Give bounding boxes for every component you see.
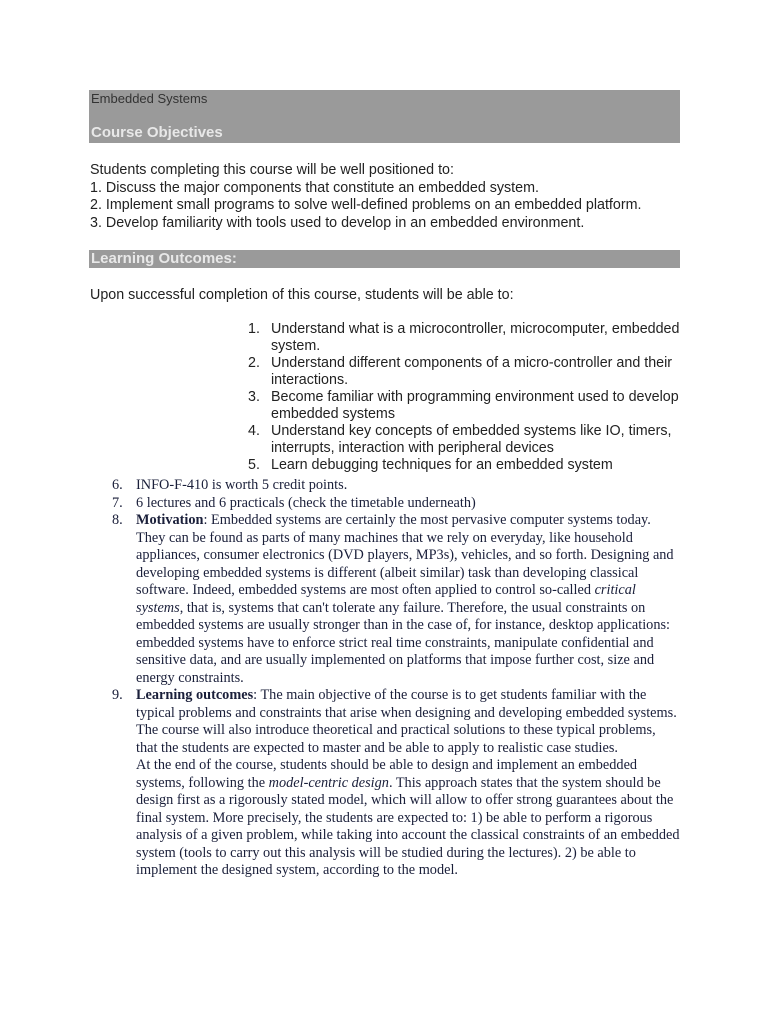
objective-item: 2. Implement small programs to solve well-defined problems on an embedded platform. — [90, 197, 642, 213]
list-item — [232, 457, 682, 474]
motivation-label: Motivation — [136, 512, 204, 528]
learning-outcomes-intro: Upon successful completion of this course, students will be able to: — [90, 287, 514, 303]
list-number: 4. — [248, 423, 260, 439]
list-text: Become familiar with programming environment used to develop embedded systems — [271, 389, 679, 422]
lectures-text: 6 lectures and 6 practicals (check the timetable underneath) — [136, 494, 476, 511]
list-text: Understand key concepts of embedded systems like IO, timers, interrupts, interaction with peripheral devices — [271, 423, 672, 456]
course-subject: Embedded Systems — [91, 91, 208, 106]
list-text: Learn debugging techniques for an embedded system — [271, 457, 613, 473]
list-item — [100, 477, 680, 495]
motivation-text: : Embedded systems are certainly the most pervasive computer systems today. They can be found as parts of many machines that we rely on everyday, like household appliances, consumer electronics (DVD players, MP3s), vehicles, and so forth. Designing and developing embedded systems is different (albeit similar) task than developing classical software. Indeed, embedded systems are most often applied to control so-called — [136, 512, 674, 598]
list-item — [232, 321, 682, 355]
learning-outcomes-list — [232, 321, 682, 474]
credit-points-text: INFO-F-410 is worth 5 credit points. — [136, 477, 348, 493]
learning-outcomes-text-end: . This approach states that the system should be design first as a rigorously stated model, which will allow to offer strong guarantees about the final system. More precisely, the students are expected to: 1) be able to perform a rigorous analysis of a given problem, while taking into account the classical constraints of an embedded system (tools to carry out this analysis will be studied during the lectures). 2) be able to implement the designed system, according to the model. — [136, 774, 680, 878]
course-details-list — [100, 477, 680, 880]
learning-outcomes-label: Learning outcomes — [136, 687, 254, 703]
list-item — [100, 687, 680, 880]
list-text: Understand what is a microcontroller, microcomputer, embedded system. — [271, 321, 680, 354]
objective-item: 3. Develop familiarity with tools used to develop in an embedded environment. — [90, 214, 585, 231]
list-item — [100, 495, 680, 513]
list-number: 2. — [248, 355, 260, 371]
objectives-intro: Students completing this course will be well positioned to: — [90, 162, 454, 178]
header-block — [89, 90, 680, 143]
model-centric-emphasis: model-centric design — [268, 774, 389, 791]
critical-systems-emphasis: critical systems — [136, 582, 636, 616]
list-number: 3. — [248, 389, 260, 405]
objective-item: 1. Discuss the major components that constitute an embedded system. — [90, 179, 539, 196]
list-number: 8. — [112, 512, 123, 528]
list-number: 6. — [112, 477, 123, 493]
list-number: 5. — [248, 457, 260, 473]
list-item — [232, 355, 682, 389]
learning-outcomes-text-cont: At the end of the course, students should be able to design and implement an embedded systems, following the — [136, 757, 638, 791]
list-item — [232, 423, 682, 457]
list-item — [232, 389, 682, 423]
section-title-course-objectives: Course Objectives — [91, 124, 223, 141]
learning-outcomes-text: : The main objective of the course is to get students familiar with the typical problems and constraints that arise when designing and developing embedded systems. The course will also introduce theoretical and practical solutions to these typical problems, that the students are expected to master and be able to apply to realistic case studies. — [136, 687, 677, 756]
list-number: 9. — [112, 687, 123, 703]
list-number: 7. — [112, 494, 123, 511]
learning-outcomes-bar — [89, 250, 680, 268]
list-text: Understand different components of a micro-controller and their interactions. — [271, 355, 673, 388]
list-number: 1. — [248, 321, 260, 337]
list-item — [100, 512, 680, 687]
course-objectives-text — [90, 162, 690, 232]
section-title-learning-outcomes: Learning Outcomes: — [91, 250, 237, 267]
motivation-text-cont: , that is, systems that can't tolerate any failure. Therefore, the usual constraints on embedded systems are usually stronger than in the case of, for instance, desktop applications: embedded systems have to enforce strict real time constraints, manipulate confidential and sensitive data, and are usually implemented on platforms that impose further cost, size and energy constraints. — [136, 599, 670, 686]
